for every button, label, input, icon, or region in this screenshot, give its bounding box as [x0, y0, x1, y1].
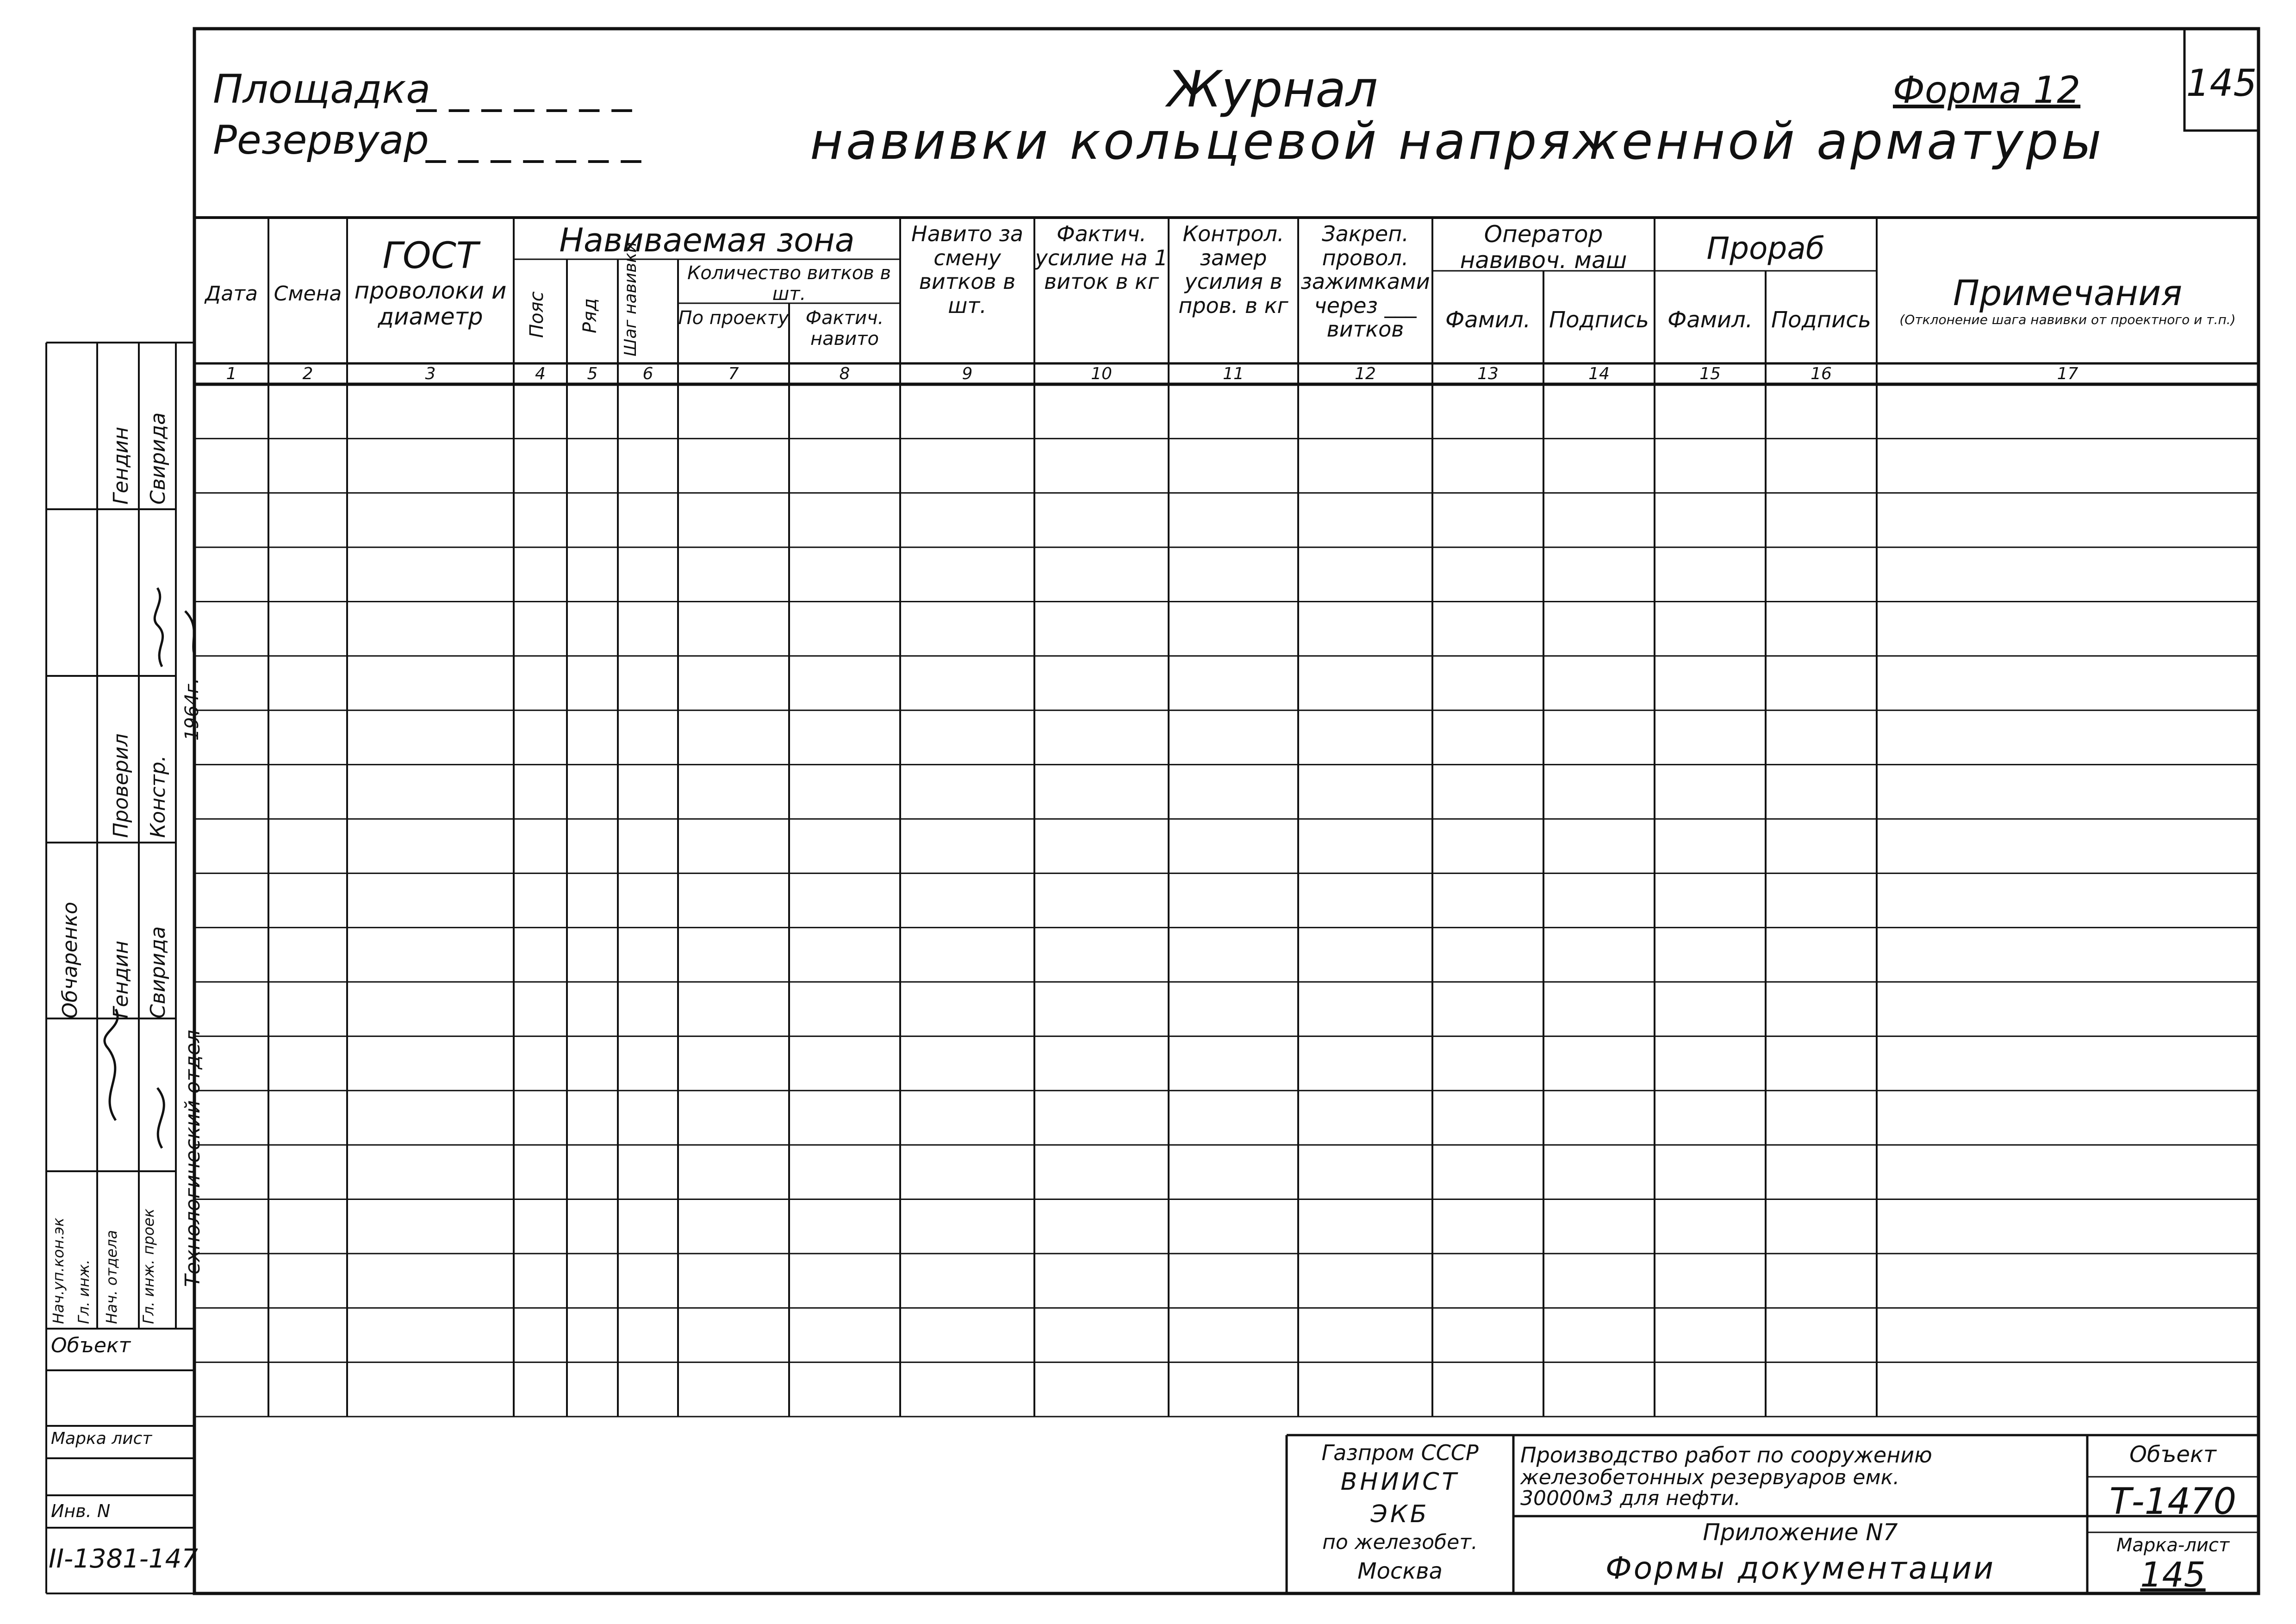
stamp-mark-label: Марка лист — [51, 1429, 152, 1448]
column-number: 7 — [728, 364, 739, 383]
column-number: 5 — [587, 364, 598, 383]
column-number: 12 — [1355, 364, 1376, 383]
org-line5: Москва — [1357, 1558, 1443, 1584]
sheet-number: 145 — [2186, 62, 2257, 105]
stamp-role2: Гл. инж. — [75, 1259, 93, 1324]
title-journal: Журнал — [1167, 61, 1378, 119]
signature-marks — [46, 509, 194, 1204]
stamp-col2-top: Свирида — [146, 412, 170, 505]
site-label: Площадка — [213, 66, 431, 112]
column-number: 11 — [1223, 364, 1244, 383]
tank-blank: _ _ _ _ _ _ _ — [426, 117, 641, 163]
header-notes: Примечания — [1953, 273, 2183, 313]
header-gost-sub: проволоки и диаметр — [354, 278, 507, 330]
stamp-col3-low: Свирида — [146, 926, 170, 1018]
tank-label: Резервуар — [213, 117, 429, 163]
header-operator-signature: Подпись — [1549, 308, 1649, 333]
header-actual-wound: Фактич. навито — [805, 308, 884, 350]
column-number: 9 — [962, 364, 973, 383]
form-number: Форма 12 — [1893, 69, 2081, 112]
column-number: 4 — [535, 364, 546, 383]
header-row: Ряд — [579, 298, 601, 333]
stamp-col1-low: Обчаренко — [58, 902, 82, 1018]
column-number: 2 — [302, 364, 313, 383]
org-line1: Газпром СССР — [1321, 1440, 1479, 1465]
stamp-inv-number: II-1381-147 — [49, 1544, 198, 1574]
header-by-project: По проекту — [678, 308, 789, 329]
header-control-force: Контрол. замер усилия в пров. в кг — [1178, 222, 1288, 318]
column-number: 3 — [425, 364, 436, 383]
column-number: 6 — [642, 364, 653, 383]
header-operator: Оператор навивоч. маш — [1460, 221, 1627, 273]
desc-line1: Производство работ по сооружению — [1520, 1443, 1932, 1468]
header-wound-per-shift: Навито за смену витков в шт. — [911, 222, 1023, 318]
stamp-object-label: Объект — [51, 1334, 131, 1357]
desc-line2: железобетонных резервуаров емк. — [1520, 1466, 1900, 1489]
object-label: Объект — [2129, 1442, 2216, 1468]
org-line3: ЭКБ — [1370, 1500, 1430, 1528]
header-operator-surname: Фамил. — [1445, 308, 1531, 333]
mark-value: 145 — [2140, 1555, 2206, 1595]
header-zone: Навиваемая зона — [559, 222, 855, 259]
column-number: 10 — [1091, 364, 1112, 383]
stamp-inv-label: Инв. N — [51, 1501, 111, 1521]
column-number: 17 — [2057, 364, 2078, 383]
stamp-col1-top: Гендин — [109, 426, 133, 505]
column-number: 15 — [1699, 364, 1721, 383]
title-subtitle: навивки кольцевой напряженной арматуры — [810, 112, 2104, 171]
desc-line3: 30000м3 для нефти. — [1520, 1487, 1741, 1510]
header-shift: Смена — [274, 282, 342, 306]
stamp-col3-mid: 1964г. — [181, 678, 203, 741]
stamp-col2-low: Гендин — [109, 940, 133, 1018]
column-number: 13 — [1477, 364, 1499, 383]
mark-label: Марка-лист — [2116, 1535, 2230, 1556]
stamp-col1-mid: Проверил — [109, 733, 133, 838]
header-notes-sub: (Отклонение шага навивки от проектного и т.п.) — [1899, 312, 2236, 327]
header-fixing: Закреп. провол. зажимками через ___ витков — [1300, 222, 1430, 342]
stamp-col2-mid: Констр. — [146, 755, 170, 838]
object-value: Т-1470 — [2109, 1481, 2237, 1523]
header-gost: ГОСТ — [382, 236, 479, 277]
header-date: Дата — [205, 282, 258, 306]
header-turns-count: Количество витков в шт. — [687, 263, 891, 305]
org-line2: ВНИИСТ — [1340, 1468, 1460, 1496]
org-line4: по железобет. — [1322, 1530, 1478, 1554]
header-foreman-surname: Фамил. — [1667, 308, 1753, 333]
stamp-role3: Нач. отдела — [103, 1230, 120, 1324]
stamp-role4: Гл. инж. проек — [140, 1208, 157, 1324]
header-actual-force: Фактич. усилие на 1 виток в кг — [1035, 222, 1168, 294]
header-belt: Пояс — [526, 291, 548, 338]
appendix-label: Приложение N7 — [1703, 1519, 1898, 1546]
column-number: 8 — [839, 364, 850, 383]
stamp-role1: Нач.уп.кон.эк — [50, 1218, 67, 1324]
forms-label: Формы документации — [1605, 1550, 1996, 1586]
header-foreman: Прораб — [1706, 231, 1825, 266]
site-blank: _ _ _ _ _ _ _ — [417, 66, 632, 112]
header-step: Шаг навивки — [621, 242, 640, 356]
column-number: 1 — [226, 364, 237, 383]
column-number: 16 — [1811, 364, 1832, 383]
column-number: 14 — [1588, 364, 1610, 383]
stamp-dept: Технологический отдел — [181, 1030, 205, 1287]
header-foreman-signature: Подпись — [1771, 308, 1871, 333]
